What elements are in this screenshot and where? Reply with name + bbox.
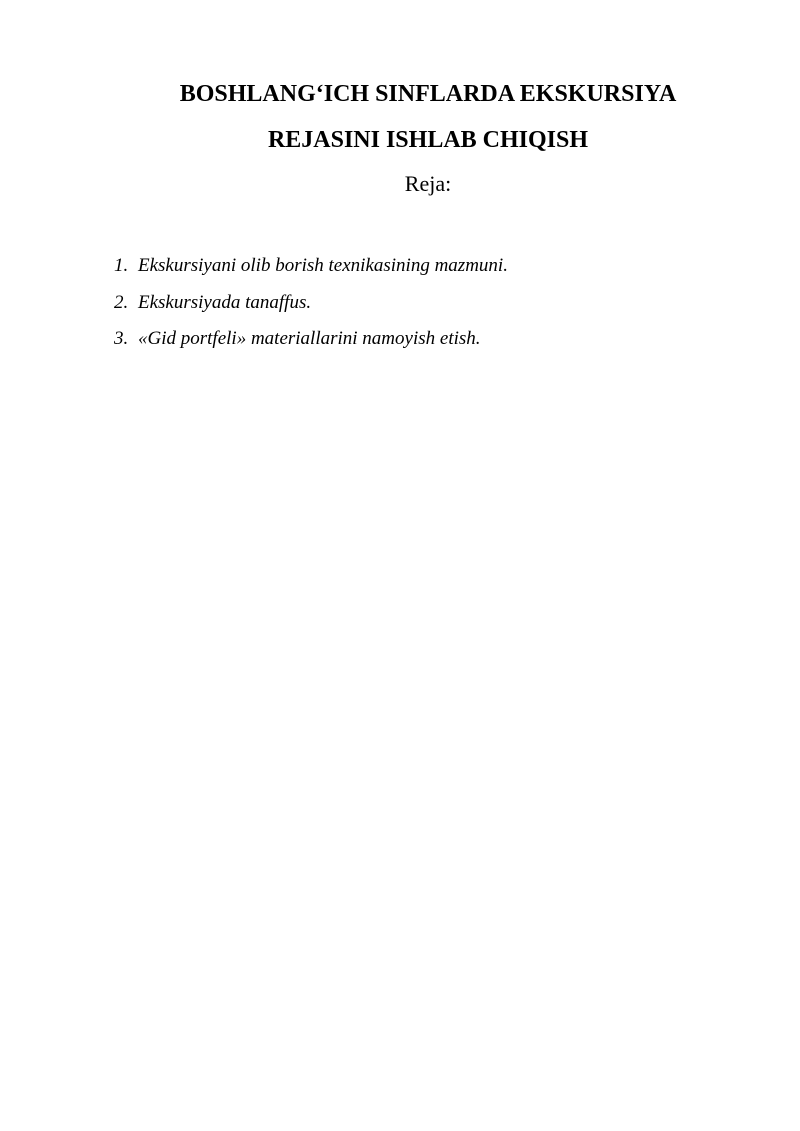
- plan-item-number: 1.: [114, 255, 129, 276]
- plan-item-text: Ekskursiyada tanaffus.: [138, 291, 312, 313]
- plan-item: [114, 291, 508, 328]
- plan-item-number: 2.: [114, 291, 129, 313]
- plan-item-text: Ekskursiyani olib borish texnikasining mazmuni.: [138, 255, 508, 276]
- document-title-line-1: BOSHLANG‘ICH SINFLARDA EKSKURSIYA: [179, 81, 677, 107]
- plan-item-number: 3.: [114, 328, 129, 349]
- plan-heading: Reja:: [404, 171, 452, 196]
- plan-item: [114, 254, 508, 291]
- plan-list: [114, 254, 508, 364]
- document-title-line-2: REJASINI ISHLAB CHIQISH: [267, 127, 589, 153]
- plan-item: [114, 327, 508, 364]
- plan-item-text: «Gid portfeli» materiallarini namoyish etish.: [138, 328, 481, 349]
